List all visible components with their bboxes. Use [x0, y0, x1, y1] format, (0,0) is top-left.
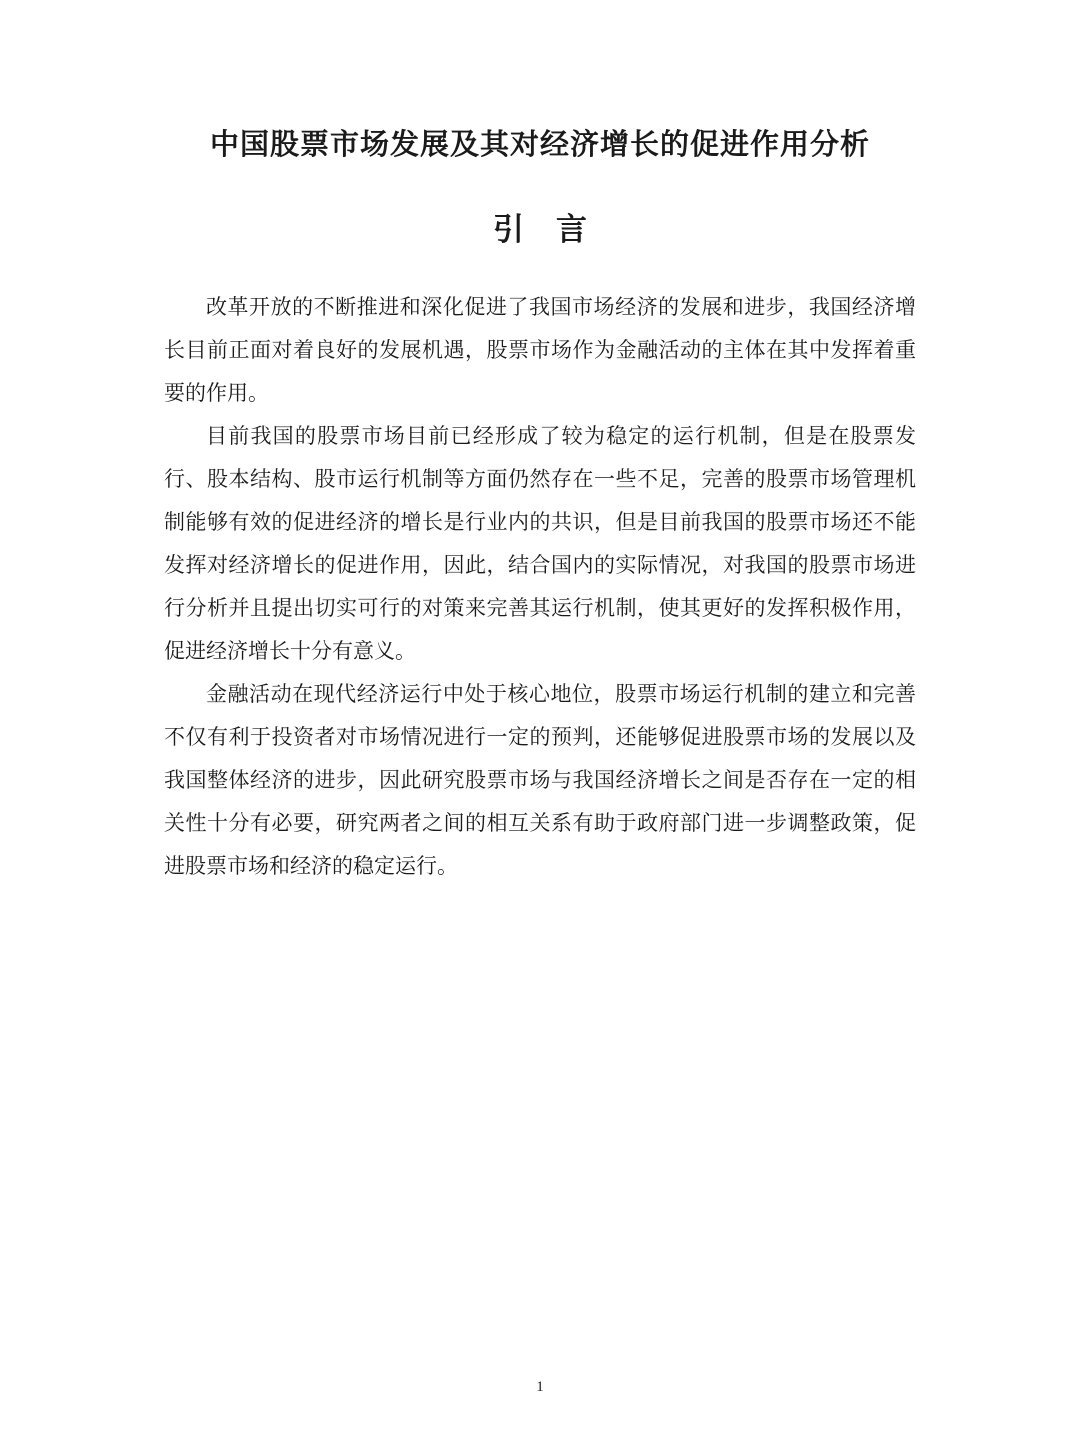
paragraph-1: 改革开放的不断推进和深化促进了我国市场经济的发展和进步，我国经济增长目前正面对着良好的发展机遇，股票市场作为金融活动的主体在其中发挥着重要的作用。: [164, 295, 916, 405]
introduction-body: [164, 286, 916, 888]
section-heading-introduction: 引言: [493, 212, 619, 248]
paragraph-3: 金融活动在现代经济运行中处于核心地位，股票市场运行机制的建立和完善不仅有利于投资者对市场情况进行一定的预判，还能够促进股票市场的发展以及我国整体经济的进步，因此研究股票市场与我国经济增长之间是否存在一定的相关性十分有必要，研究两者之间的相互关系有助于政府部门进一步调整政策，促进股票市场和经济的稳定运行。: [164, 682, 916, 878]
page-number: 1: [536, 1379, 544, 1395]
paragraph-2: 目前我国的股票市场目前已经形成了较为稳定的运行机制，但是在股票发行、股本结构、股市运行机制等方面仍然存在一些不足，完善的股票市场管理机制能够有效的促进经济的增长是行业内的共识，但是目前我国的股票市场还不能发挥对经济增长的促进作用，因此，结合国内的实际情况，对我国的股票市场进行分析并且提出切实可行的对策来完善其运行机制，使其更好的发挥积极作用，促进经济增长十分有意义。: [164, 424, 916, 663]
document-title: 中国股票市场发展及其对经济增长的促进作用分析: [209, 127, 870, 161]
